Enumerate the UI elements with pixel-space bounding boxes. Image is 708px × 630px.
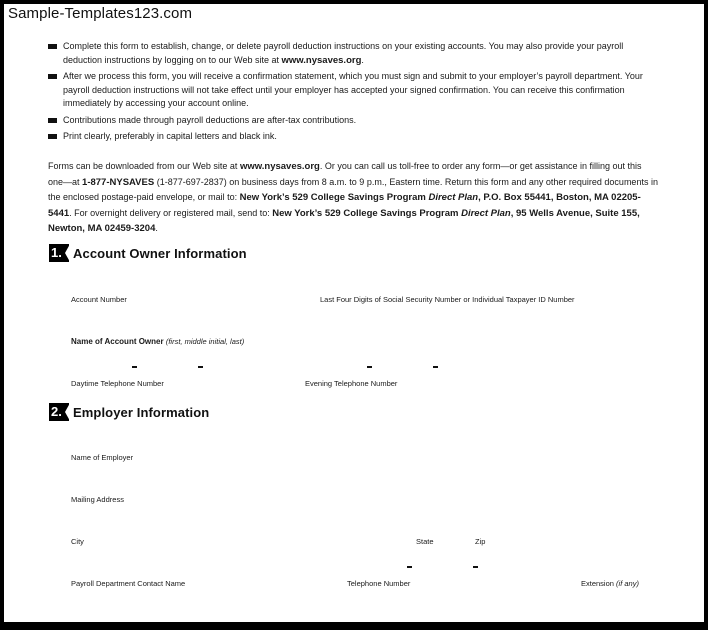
phone-separator [367,366,372,368]
section-number-badge: 2. [49,403,69,421]
ssn-last-four-field[interactable]: Last Four Digits of Social Security Number or Individual Taxpayer ID Number [320,295,575,304]
instruction-item: Complete this form to establish, change, or delete payroll deduction instructions on your existing accounts. You may also provide your payroll deduction instructions by logging on to our Web site at www.nysaves.org. [48,40,648,67]
bullet-square-icon [48,118,57,123]
section-1-heading [49,244,247,262]
extension-field[interactable]: Extension (if any) [581,579,639,588]
bullet-square-icon [48,134,57,139]
account-number-field[interactable]: Account Number [71,295,127,304]
telephone-field[interactable]: Telephone Number [347,579,411,588]
instruction-item: Print clearly, preferably in capital letters and black ink. [48,130,648,144]
state-field[interactable]: State [416,537,434,546]
zip-field[interactable]: Zip [475,537,486,546]
website-link[interactable]: www.nysaves.org [281,54,362,66]
mail-address: New York’s 529 College Savings Program Direct Plan, P.O. Box 55441, Boston, MA 02205-5441 [48,192,641,219]
instruction-item: Contributions made through payroll deductions are after-tax contributions. [48,114,648,128]
section-title: Employer Information [73,404,210,420]
section-number-badge: 1. [49,244,69,262]
phone-separator [407,566,412,568]
overnight-address: New York’s 529 College Savings Program Direct Plan, 95 Wells Avenue, Suite 155, Newton, MA 02459-3204 [48,207,640,234]
intro-paragraph: Forms can be downloaded from our Web site at www.nysaves.org. Or you can call us toll-free to order any form—or get assistance in filling out this one—at 1-877-NYSAVES (1-877-697-2837) on business days from 8 a.m. to 9 p.m., Eastern time. Return this form and any other required documents in the enclosed postage-paid envelope, or mail to: New York’s 529 College Savings Program Direct Plan, P.O. Box 55441, Boston, MA 02205-5441. For overnight delivery or registered mail, send to: New York’s 529 College Savings Program Direct Plan, 95 Wells Avenue, Suite 155, Newton, MA 02459-3204. [48,161,658,234]
section-title: Account Owner Information [73,245,247,261]
phone-separator [433,366,438,368]
daytime-phone-field[interactable]: Daytime Telephone Number [71,379,164,388]
section-2-heading [49,403,209,421]
instruction-list [48,40,648,147]
mailing-address-field[interactable]: Mailing Address [71,495,124,504]
website-link[interactable]: www.nysaves.org [239,161,320,172]
employer-name-field[interactable]: Name of Employer [71,453,134,462]
phone-separator [473,566,478,568]
form-page [4,4,704,622]
city-field[interactable]: City [71,537,84,546]
evening-phone-field[interactable]: Evening Telephone Number [305,379,398,388]
watermark: Sample-Templates123.com [8,5,193,22]
bullet-square-icon [48,44,57,49]
payroll-contact-field[interactable]: Payroll Department Contact Name [71,579,186,588]
phone-separator [198,366,203,368]
bullet-square-icon [48,74,57,79]
instruction-item: After we process this form, you will receive a confirmation statement, which you must sign and submit to your employer’s payroll department. Your payroll deduction instructions will not take effect until your employer has accepted your signed confirmation. You can receive this confirmation immediately by accessing your account online. [48,70,648,111]
phone-number: 1-877-NYSAVES [82,176,155,188]
phone-separator [132,366,137,368]
owner-name-field[interactable]: Name of Account Owner (first, middle initial, last) [71,337,245,346]
